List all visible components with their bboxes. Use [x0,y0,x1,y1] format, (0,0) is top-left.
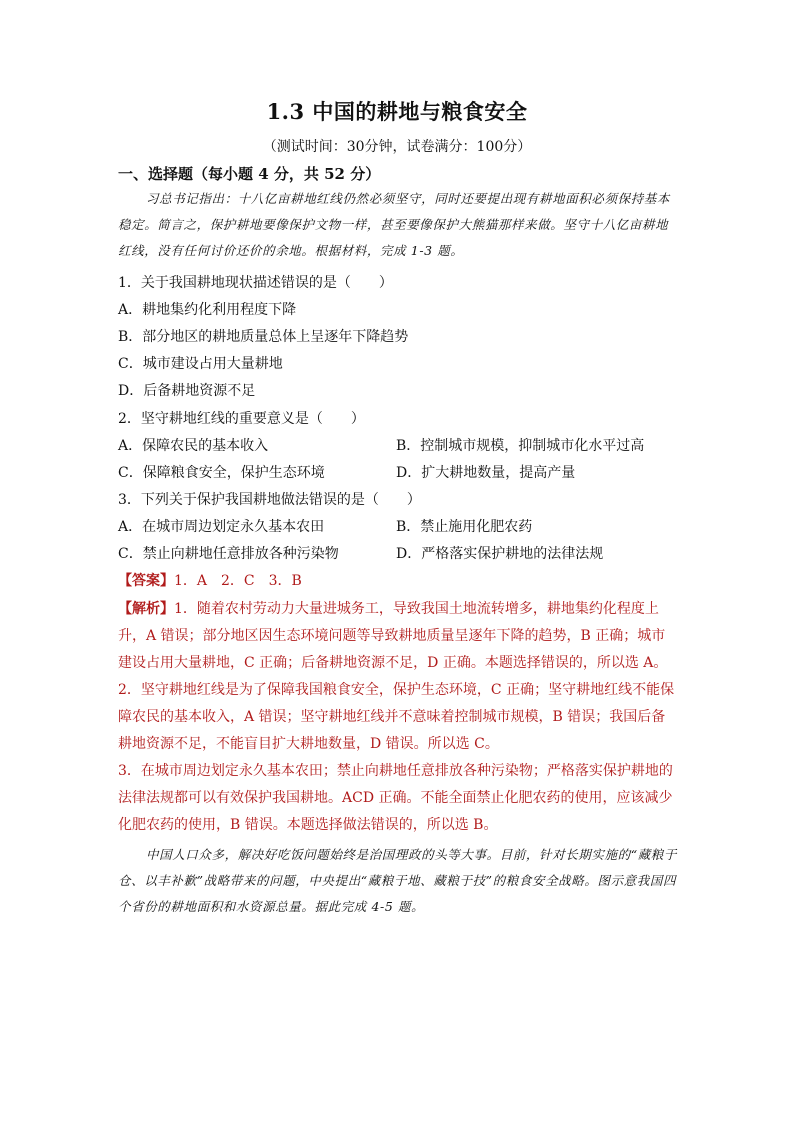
question-3-option-b: B．禁止施用化肥农药 [396,519,533,535]
answer-tag: 【答案】 [118,573,174,589]
question-3-option-d: D．严格落实保护耕地的法律法规 [396,546,604,562]
analysis-2: 2．坚守耕地红线是为了保障我国粮食安全，保护生态环境，C 正确；坚守耕地红线不能保障农民的基本收入，A 错误；坚守耕地红线并不意味着控制城市规模，B 错误；我国后备耕地资源不足，不能盲目扩大耕地数量，D 错误。所以选 C。 [118,682,675,752]
question-2-stem: 2．坚守耕地红线的重要意义是（ ） [118,411,365,427]
question-3-stem: 3．下列关于保护我国耕地做法错误的是（ ） [118,492,421,508]
answer-line [118,568,678,595]
question-1-option-b: B．部分地区的耕地质量总体上呈逐年下降趋势 [118,329,409,345]
test-info: （测试时间：30分钟，试卷满分：100分） [262,139,532,155]
section-heading: 一、选择题（每小题 4 分，共 52 分） [118,165,381,183]
question-3-option-c: C．禁止向耕地任意排放各种污染物 [118,546,339,562]
question-2-option-a: A．保障农民的基本收入 [118,438,269,454]
question-1-option-c: C．城市建设占用大量耕地 [118,356,283,372]
analysis-3: 3．在城市周边划定永久基本农田；禁止向耕地任意排放各种污染物；严格落实保护耕地的法律法规都可以有效保护我国耕地。ACD 正确。不能全面禁止化肥农药的使用，应该减少化肥农药的使用，B 错误。本题选择做法错误的，所以选 B。 [118,763,673,833]
material-paragraph-1: 习总书记指出：十八亿亩耕地红线仍然必须坚守，同时还要提出现有耕地面积必须保持基本稳定。简言之，保护耕地要像保护文物一样，甚至要像保护大熊猫那样来做。坚守十八亿亩耕地红线，没有任何讨价还价的余地。根据材料，完成 1-3 题。 [118,191,671,258]
question-1-stem: 1．关于我国耕地现状描述错误的是（ ） [118,275,393,291]
question-2-option-d: D．扩大耕地数量，提高产量 [396,465,576,481]
question-2-option-c: C．保障粮食安全，保护生态环境 [118,465,325,481]
analysis-1 [118,596,678,677]
analysis-tag: 【解析】 [118,601,174,617]
question-3-option-a: A．在城市周边划定永久基本农田 [118,519,325,535]
answer-text: 1．A 2．C 3．B [174,573,302,589]
analysis-1-text: 1．随着农村劳动力大量进城务工，导致我国土地流转增多，耕地集约化程度上升，A 错误；部分地区因生态环境问题等导致耕地质量呈逐年下降的趋势，B 正确；城市建设占用大量耕地，C 正确；后备耕地资源不足，D 正确。本题选择错误的，所以选 A。 [118,601,668,671]
question-2-option-b: B．控制城市规模，抑制城市化水平过高 [396,438,645,454]
question-1-option-a: A．耕地集约化利用程度下降 [118,302,297,318]
material-paragraph-2: 中国人口众多，解决好吃饭问题始终是治国理政的头等大事。目前，针对长期实施的“藏粮于仓、以丰补歉”战略带来的问题，中央提出“藏粮于地、藏粮于技”的粮食安全战略。图示意我国四个省份的耕地面积和水资源总量。据此完成 4-5 题。 [118,847,677,914]
question-1-option-d: D．后备耕地资源不足 [118,383,256,399]
page-title: 1.3 中国的耕地与粮食安全 [266,99,528,124]
